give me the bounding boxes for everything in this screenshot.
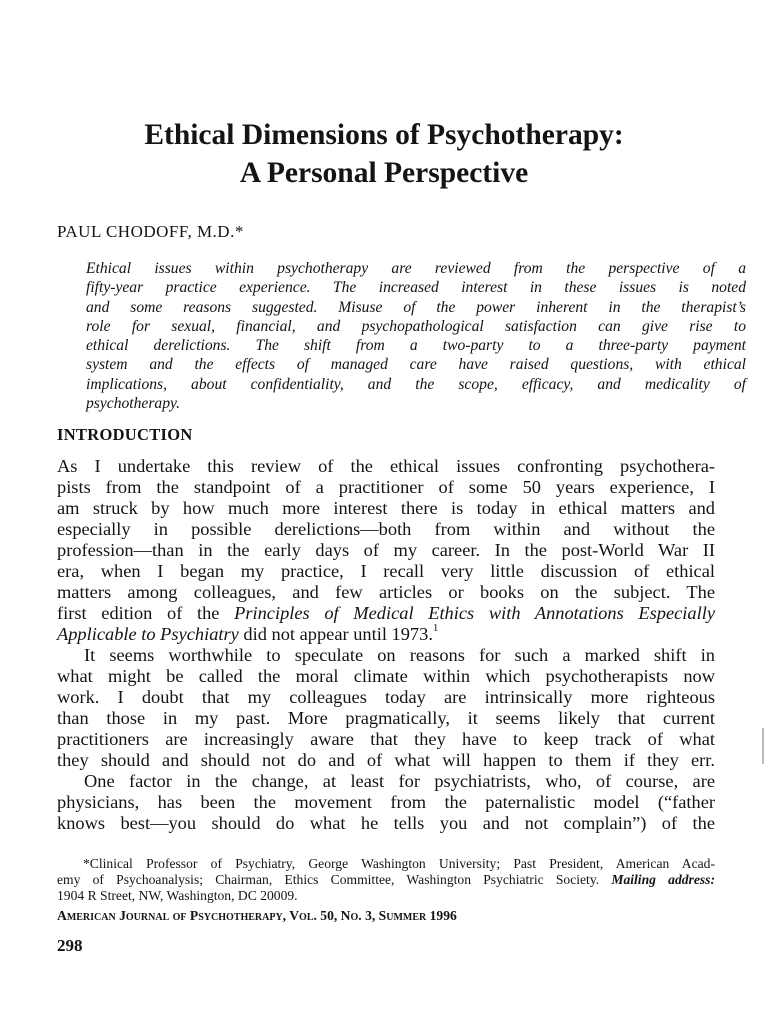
- body-line: am struck by how much more interest there is today in ethical matters and: [57, 498, 715, 518]
- body-line: matters among colleagues, and few articles or books on the subject. The: [57, 582, 715, 602]
- body-line: practitioners are increasingly aware that they have to keep track of what: [57, 729, 715, 749]
- page-number: 298: [57, 936, 83, 955]
- abstract-line: role for sexual, financial, and psychopathological satisfaction can give rise to: [86, 317, 746, 335]
- author-footnote: [57, 856, 715, 904]
- footnote-line: [57, 872, 715, 888]
- footnote-line: *Clinical Professor of Psychiatry, George Washington University; Past President, American Acad-: [83, 856, 715, 871]
- abstract-line: implications, about confidentiality, and the scope, efficacy, and medicality of: [86, 375, 746, 393]
- abstract-line: system and the effects of managed care have raised questions, with ethical: [86, 356, 746, 374]
- abstract-line: psychotherapy.: [86, 395, 180, 413]
- body-line: As I undertake this review of the ethical issues confronting psychothera-: [57, 456, 715, 476]
- body-line: knows best—you should do what he tells you and not complain”) of the: [57, 813, 715, 833]
- abstract-line: Ethical issues within psychotherapy are reviewed from the perspective of a: [86, 260, 746, 277]
- body-line: profession—than in the early days of my career. In the post-World War II: [57, 540, 715, 560]
- footnote-address: 1904 R Street, NW, Washington, DC 20009.: [57, 888, 298, 903]
- body-line: pists from the standpoint of a practitioner of some 50 years experience, I: [57, 477, 715, 497]
- author-name: PAUL CHODOFF, M.D.*: [57, 222, 244, 241]
- body-line: [57, 603, 715, 624]
- body-line: what might be called the moral climate within which psychotherapists now: [57, 666, 715, 686]
- mailing-address-label: Mailing address:: [611, 872, 715, 887]
- journal-citation: American Journal of Psychotherapy, Vol. 50, No. 3, Summer 1996: [57, 908, 457, 923]
- abstract: [86, 259, 746, 413]
- book-title-part-1: Principles of Medical Ethics with Annotations Especially: [234, 603, 715, 623]
- book-title-part-2: Applicable to Psychiatry: [57, 624, 239, 644]
- body-line: than those in my past. More pragmatically, it seems likely that current: [57, 708, 715, 728]
- article-title: [0, 116, 768, 192]
- abstract-line: and some reasons suggested. Misuse of the power inherent in the therapist’s: [86, 298, 746, 316]
- scan-edge-mark: [762, 728, 764, 764]
- reference-superscript: 1: [432, 621, 439, 634]
- body-line: they should and should not do and of what will happen to them if they err.: [57, 750, 715, 770]
- section-heading-introduction: INTRODUCTION: [57, 425, 193, 444]
- abstract-line: ethical derelictions. The shift from a two-party to a three-party payment: [86, 337, 746, 355]
- body-line: It seems worthwhile to speculate on reasons for such a marked shift in: [84, 645, 715, 665]
- body-line: One factor in the change, at least for psychiatrists, who, of course, are: [84, 771, 715, 791]
- footnote-line-text: emy of Psychoanalysis; Chairman, Ethics Committee, Washington Psychiatric Society.: [57, 872, 600, 887]
- body-line: especially in possible derelictions—both from within and without the: [57, 519, 715, 539]
- body-line: physicians, has been the movement from the paternalistic model (“father: [57, 792, 715, 812]
- body-line: [57, 621, 715, 645]
- body-line-end: did not appear until 1973.: [238, 624, 433, 644]
- body-line-start: first edition of the: [57, 603, 220, 623]
- title-line-1: Ethical Dimensions of Psychotherapy:: [144, 119, 624, 151]
- abstract-line: fifty-year practice experience. The increased interest in these issues is noted: [86, 279, 746, 297]
- body-line: work. I doubt that my colleagues today are intrinsically more righteous: [57, 687, 715, 707]
- body-line: era, when I began my practice, I recall very little discussion of ethical: [57, 561, 715, 581]
- body-text: [57, 456, 715, 834]
- title-line-2: A Personal Perspective: [239, 157, 529, 189]
